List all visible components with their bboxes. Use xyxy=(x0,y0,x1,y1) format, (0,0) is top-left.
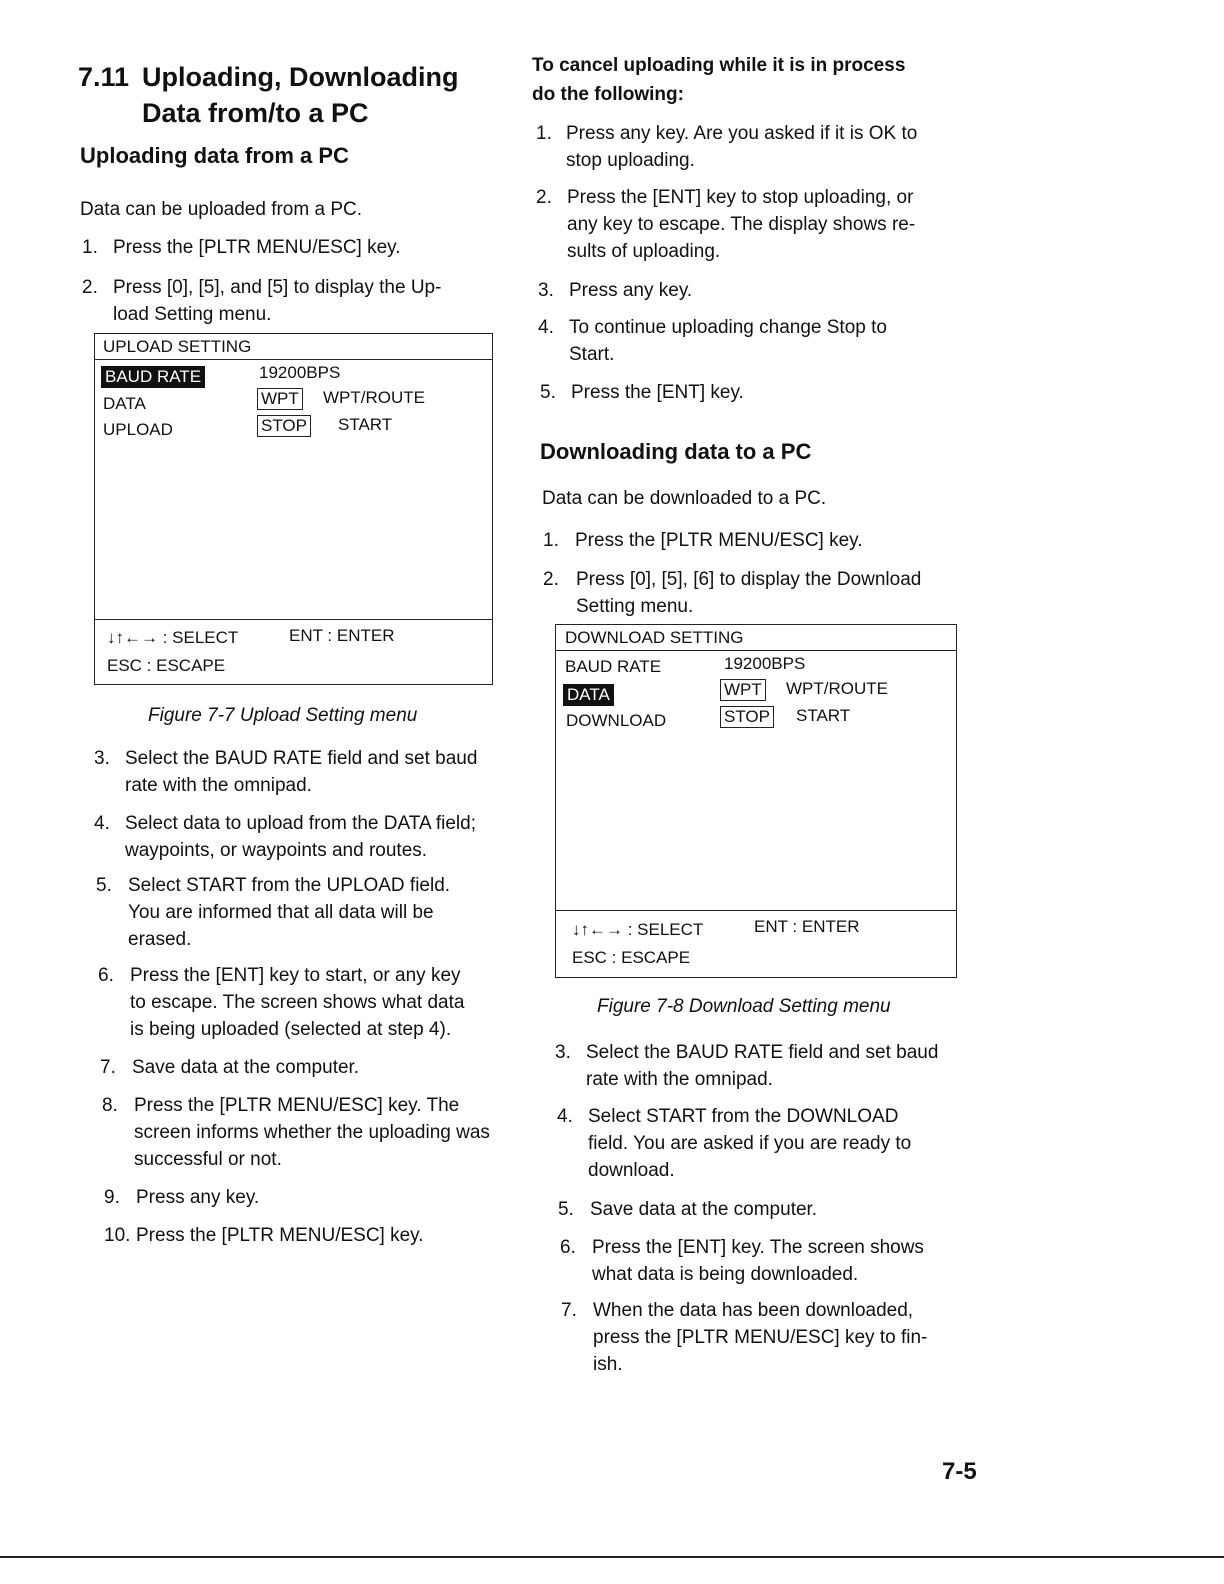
upload-step-2: 2. Press [0], [5], and [5] to display the Up- load Setting menu. xyxy=(82,277,442,325)
upload-row-baud-value[interactable]: 19200BPS xyxy=(259,363,341,382)
download-step-1: 1. Press the [PLTR MENU/ESC] key. xyxy=(543,530,863,551)
section-title-line1: Uploading, Downloading xyxy=(142,62,459,92)
download-footer-escape-hint: ESC : ESCAPE xyxy=(572,948,691,967)
upload-footer-escape-hint: ESC : ESCAPE xyxy=(107,656,226,675)
upload-row-upload-label[interactable]: UPLOAD xyxy=(103,420,173,439)
upload-menu-title: UPLOAD SETTING xyxy=(103,337,252,356)
download-menu-footer xyxy=(556,910,956,977)
upload-step-6: 6. Press the [ENT] key to start, or any key to escape. The screen shows what data is being uploaded (selected at step 4). xyxy=(98,965,465,1040)
download-heading: Downloading data to a PC xyxy=(540,439,812,464)
upload-row-data-option-route[interactable]: WPT/ROUTE xyxy=(323,388,425,407)
upload-step-1: 1. Press the [PLTR MENU/ESC] key. xyxy=(82,237,401,258)
cancel-step-3: 3. Press any key. xyxy=(538,280,693,301)
upload-row-upload-option-stop[interactable]: STOP xyxy=(257,415,311,437)
download-row-download-label[interactable]: DOWNLOAD xyxy=(566,711,667,730)
download-intro: Data can be downloaded to a PC. xyxy=(542,488,827,509)
section-title-line2: Data from/to a PC xyxy=(142,98,369,128)
upload-footer-enter-hint: ENT : ENTER xyxy=(289,626,395,645)
upload-intro: Data can be uploaded from a PC. xyxy=(80,199,363,220)
download-row-download-option-stop[interactable]: STOP xyxy=(720,706,774,728)
download-setting-menu xyxy=(555,624,957,978)
download-step-4: 4. Select START from the DOWNLOAD field. You are asked if you are ready to download. xyxy=(557,1106,912,1181)
figure-7-8-caption: Figure 7-8 Download Setting menu xyxy=(597,996,891,1017)
cancel-heading-line2: do the following: xyxy=(532,84,684,105)
upload-step-7: 7. Save data at the computer. xyxy=(100,1057,360,1078)
download-menu-title: DOWNLOAD SETTING xyxy=(565,628,744,647)
download-row-data-label[interactable]: DATA xyxy=(563,684,614,706)
upload-row-data-option-wpt[interactable]: WPT xyxy=(257,388,303,410)
upload-row-data-label[interactable]: DATA xyxy=(103,394,146,413)
page-number: 7-5 xyxy=(942,1458,977,1485)
cancel-step-1: 1. Press any key. Are you asked if it is OK to stop uploading. xyxy=(536,123,918,171)
download-row-data-option-route[interactable]: WPT/ROUTE xyxy=(786,679,888,698)
bottom-rule xyxy=(0,1556,1224,1558)
download-menu-title-bar xyxy=(556,625,956,651)
upload-step-4: 4. Select data to upload from the DATA field; waypoints, or waypoints and routes. xyxy=(94,813,476,861)
download-footer-enter-hint: ENT : ENTER xyxy=(754,917,860,936)
upload-step-3: 3. Select the BAUD RATE field and set baud rate with the omnipad. xyxy=(94,748,478,796)
upload-step-8: 8. Press the [PLTR MENU/ESC] key. The screen informs whether the uploading was successful or not. xyxy=(102,1095,490,1170)
download-step-6: 6. Press the [ENT] key. The screen shows what data is being downloaded. xyxy=(560,1237,924,1285)
upload-footer-select-hint: ↓↑←→ : SELECT xyxy=(107,628,239,647)
figure-7-7-caption: Figure 7-7 Upload Setting menu xyxy=(148,705,418,726)
cancel-step-4: 4. To continue uploading change Stop to Start. xyxy=(538,317,887,365)
download-row-data-option-wpt[interactable]: WPT xyxy=(720,679,766,701)
cancel-heading-line1: To cancel uploading while it is in process xyxy=(532,55,906,76)
download-row-baud-value[interactable]: 19200BPS xyxy=(724,654,806,673)
download-row-download-option-start[interactable]: START xyxy=(796,706,851,725)
download-step-7: 7. When the data has been downloaded, press the [PLTR MENU/ESC] key to fin- ish. xyxy=(561,1300,928,1375)
upload-step-9: 9. Press any key. xyxy=(104,1187,260,1208)
cancel-step-5: 5. Press the [ENT] key. xyxy=(540,382,744,403)
upload-menu-footer xyxy=(95,619,492,684)
upload-row-upload-option-start[interactable]: START xyxy=(338,415,393,434)
upload-step-10: 10. Press the [PLTR MENU/ESC] key. xyxy=(104,1225,424,1246)
download-step-2: 2. Press [0], [5], [6] to display the Download Setting menu. xyxy=(543,569,922,617)
section-number: 7.11 xyxy=(78,62,130,92)
download-step-3: 3. Select the BAUD RATE field and set baud rate with the omnipad. xyxy=(555,1042,939,1090)
upload-heading: Uploading data from a PC xyxy=(80,143,349,168)
download-step-5: 5. Save data at the computer. xyxy=(558,1199,818,1220)
upload-setting-menu xyxy=(94,333,493,685)
upload-menu-title-bar xyxy=(95,334,492,360)
cancel-step-2: 2. Press the [ENT] key to stop uploading, or any key to escape. The display shows re- sults of uploading. xyxy=(536,187,916,262)
download-footer-select-hint: ↓↑←→ : SELECT xyxy=(572,920,704,939)
upload-step-5: 5. Select START from the UPLOAD field. You are informed that all data will be erased. xyxy=(96,875,451,950)
download-row-baud-label[interactable]: BAUD RATE xyxy=(565,657,662,676)
upload-row-baud-label[interactable]: BAUD RATE xyxy=(101,366,205,388)
